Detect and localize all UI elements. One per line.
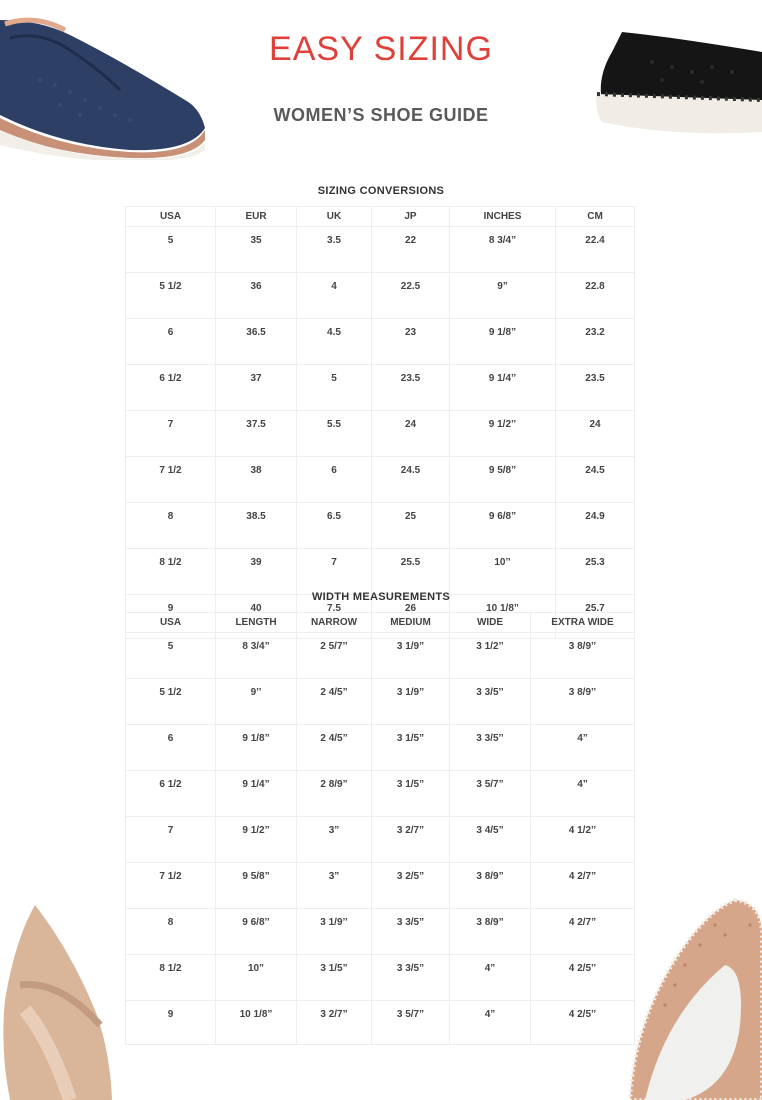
table-cell: 3 5/7”: [372, 1001, 450, 1045]
table-cell: 9”: [450, 273, 556, 319]
table-cell: 9 1/4’’: [450, 365, 556, 411]
table-cell: 7: [126, 411, 216, 457]
table-row: [126, 227, 635, 273]
table-cell: 3 4/5”: [450, 817, 531, 863]
table-cell: 7: [126, 817, 216, 863]
table-cell: 6: [297, 457, 372, 503]
table-cell: 3 3/5’’: [450, 725, 531, 771]
table-row: [126, 1001, 635, 1045]
table-cell: 5 1/2: [126, 679, 216, 725]
table-cell: 4”: [531, 771, 635, 817]
table-cell: 23.5: [556, 365, 635, 411]
table-cell: 24.9: [556, 503, 635, 549]
table-cell: 4”: [450, 1001, 531, 1045]
table-cell: 9 6/8’’: [216, 909, 297, 955]
table-row: [126, 863, 635, 909]
table-cell: 10”: [216, 955, 297, 1001]
table-cell: 3 1/9”: [372, 633, 450, 679]
table-cell: 7 1/2: [126, 863, 216, 909]
table-cell: 3 2/5”: [372, 863, 450, 909]
table-cell: 38: [216, 457, 297, 503]
table-cell: 3 1/5”: [372, 771, 450, 817]
table-cell: 10 1/8”: [216, 1001, 297, 1045]
table-cell: 3 1/2’’: [450, 633, 531, 679]
page-title: EASY SIZING: [269, 30, 493, 68]
table-cell: 40: [216, 595, 297, 639]
table-cell: 5 1/2: [126, 273, 216, 319]
table-cell: 6 1/2: [126, 771, 216, 817]
table-cell: 5: [297, 365, 372, 411]
column-header: USA: [126, 207, 216, 227]
table-cell: 9 1/8”: [216, 725, 297, 771]
column-header: USA: [126, 613, 216, 633]
table-row: [126, 679, 635, 725]
table-cell: 2 8/9”: [297, 771, 372, 817]
table-cell: 3 3/5’’: [450, 679, 531, 725]
table-cell: 39: [216, 549, 297, 595]
sizing-conversions-table: [125, 206, 635, 639]
table-cell: 9 1/2”: [216, 817, 297, 863]
table-cell: 7: [297, 549, 372, 595]
table-row: [126, 817, 635, 863]
perforated-flat-image: [625, 895, 762, 1100]
table-cell: 24.5: [372, 457, 450, 503]
table-cell: 8: [126, 909, 216, 955]
column-header: UK: [297, 207, 372, 227]
table-row: [126, 365, 635, 411]
table-cell: 3 2/7”: [372, 817, 450, 863]
column-header: INCHES: [450, 207, 556, 227]
table-cell: 9: [126, 1001, 216, 1045]
table-cell: 24.5: [556, 457, 635, 503]
column-header: EUR: [216, 207, 297, 227]
column-header: CM: [556, 207, 635, 227]
table-row: [126, 457, 635, 503]
table-cell: 25.3: [556, 549, 635, 595]
table-row: [126, 725, 635, 771]
table-cell: 8: [126, 503, 216, 549]
table-cell: 3”: [297, 863, 372, 909]
table-cell: 25: [372, 503, 450, 549]
table-cell: 6: [126, 319, 216, 365]
column-header: WIDE: [450, 613, 531, 633]
table-cell: 8 1/2: [126, 549, 216, 595]
table-cell: 37.5: [216, 411, 297, 457]
table-cell: 9 1/8”: [450, 319, 556, 365]
table-row: [126, 503, 635, 549]
table-cell: 4 2/7”: [531, 909, 635, 955]
table-cell: 8 3/4”: [216, 633, 297, 679]
table-cell: 4 1/2’’: [531, 817, 635, 863]
table-cell: 26: [372, 595, 450, 639]
table-cell: 24: [372, 411, 450, 457]
table-cell: 9’’: [216, 679, 297, 725]
table-row: [126, 549, 635, 595]
sizing-conversions-title: SIZING CONVERSIONS: [317, 185, 445, 197]
table-cell: 25.7: [556, 595, 635, 639]
width-measurements-title: WIDTH MEASUREMENTS: [311, 591, 450, 603]
column-header: MEDIUM: [372, 613, 450, 633]
table-cell: 5: [126, 633, 216, 679]
table-cell: 23.5: [372, 365, 450, 411]
table-cell: 4 2/7”: [531, 863, 635, 909]
table-cell: 2 5/7’’: [297, 633, 372, 679]
table-row: [126, 319, 635, 365]
table-cell: 4”: [531, 725, 635, 771]
table-cell: 22: [372, 227, 450, 273]
width-measurements-table: [125, 612, 635, 1045]
table-cell: 3.5: [297, 227, 372, 273]
table-cell: 3 8/9’’: [531, 633, 635, 679]
table-cell: 9 1/4”: [216, 771, 297, 817]
table-cell: 9 5/8”: [216, 863, 297, 909]
table-cell: 7 1/2: [126, 457, 216, 503]
table-cell: 6: [126, 725, 216, 771]
table-cell: 10 1/8”: [450, 595, 556, 639]
column-header: NARROW: [297, 613, 372, 633]
table-header-row: [126, 613, 635, 633]
table-row: [126, 771, 635, 817]
table-cell: 2 4/5”: [297, 679, 372, 725]
table-cell: 25.5: [372, 549, 450, 595]
table-row: [126, 411, 635, 457]
table-cell: 37: [216, 365, 297, 411]
table-cell: 3 2/7”: [297, 1001, 372, 1045]
table-cell: 3”: [297, 817, 372, 863]
table-row: [126, 633, 635, 679]
table-cell: 36.5: [216, 319, 297, 365]
table-cell: 5.5: [297, 411, 372, 457]
table-cell: 6.5: [297, 503, 372, 549]
table-cell: 3 3/5”: [372, 909, 450, 955]
table-cell: 4: [297, 273, 372, 319]
table-cell: 10’’: [450, 549, 556, 595]
table-row: [126, 909, 635, 955]
table-header-row: [126, 207, 635, 227]
table-cell: 36: [216, 273, 297, 319]
table-cell: 4”: [450, 955, 531, 1001]
table-cell: 8 3/4”: [450, 227, 556, 273]
column-header: LENGTH: [216, 613, 297, 633]
table-cell: 22.4: [556, 227, 635, 273]
table-cell: 24: [556, 411, 635, 457]
table-cell: 3 5/7”: [450, 771, 531, 817]
table-cell: 9 6/8”: [450, 503, 556, 549]
table-cell: 8 1/2: [126, 955, 216, 1001]
table-cell: 9 5/8”: [450, 457, 556, 503]
table-cell: 3 8/9’’: [531, 679, 635, 725]
table-cell: 3 1/9’’: [297, 909, 372, 955]
table-row: [126, 273, 635, 319]
table-cell: 4 2/5’’: [531, 955, 635, 1001]
table-cell: 3 8/9”: [450, 909, 531, 955]
table-cell: 3 1/5”: [372, 725, 450, 771]
column-header: EXTRA WIDE: [531, 613, 635, 633]
nude-pump-image: [0, 900, 130, 1100]
table-cell: 4.5: [297, 319, 372, 365]
column-header: JP: [372, 207, 450, 227]
table-cell: 2 4/5”: [297, 725, 372, 771]
table-cell: 6 1/2: [126, 365, 216, 411]
table-cell: 7.5: [297, 595, 372, 639]
table-cell: 38.5: [216, 503, 297, 549]
table-cell: 3 1/5”: [297, 955, 372, 1001]
table-cell: 3 3/5”: [372, 955, 450, 1001]
table-cell: 3 1/9”: [372, 679, 450, 725]
table-cell: 3 8/9”: [450, 863, 531, 909]
page-subtitle: WOMEN’S SHOE GUIDE: [273, 105, 489, 125]
table-cell: 9 1/2’’: [450, 411, 556, 457]
table-cell: 23: [372, 319, 450, 365]
table-row: [126, 955, 635, 1001]
table-cell: 22.5: [372, 273, 450, 319]
table-cell: 22.8: [556, 273, 635, 319]
table-cell: 5: [126, 227, 216, 273]
navy-loafer-image: [0, 0, 215, 160]
table-cell: 35: [216, 227, 297, 273]
table-cell: 23.2: [556, 319, 635, 365]
table-cell: 9: [126, 595, 216, 639]
table-cell: 4 2/5’’: [531, 1001, 635, 1045]
